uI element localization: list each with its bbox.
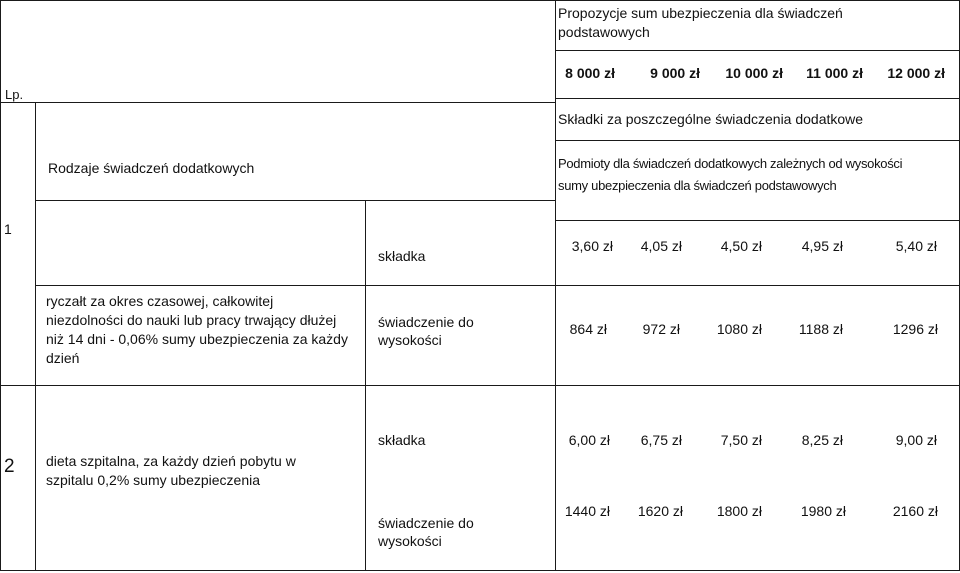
row2-benefit-8000: 1440 zł [564,503,610,519]
row-divider-row1-end [0,385,960,386]
row1-premium-label: składka [378,248,426,264]
row2-number: 2 [4,456,15,477]
row2-premium-8000: 6,00 zł [568,432,610,448]
table-top-border [0,0,960,1]
proposals-title-line2: podstawowych [558,24,650,40]
row-divider-header-sums [555,50,960,51]
col-divider-description [365,200,366,570]
sum-8000: 8 000 zł [565,65,615,81]
row1-premium-11000: 4,95 zł [801,238,843,254]
row-divider-row1-premium [35,285,960,286]
sum-11000: 11 000 zł [806,65,863,81]
row1-benefit-11000: 1188 zł [798,321,843,337]
row-divider-subjects [555,220,960,221]
row2-benefit-9000: 1620 zł [637,503,683,519]
row2-premium-label: składka [378,432,426,448]
row1-premium-10000: 4,50 zł [720,238,762,254]
row-divider-types [35,200,555,201]
sum-10000: 10 000 zł [725,65,783,81]
row2-premium-10000: 7,50 zł [720,432,762,448]
lp-header: Lp. [5,87,24,102]
col-divider-lp [35,102,36,570]
subjects-title-line1: Podmioty dla świadczeń dodatkowych zależnych od wysokości [558,156,903,171]
subjects-title-line2: sumy ubezpieczenia dla świadczeń podstawowych [558,178,837,193]
row2-benefit-12000: 2160 zł [892,503,938,519]
row1-premium-8000: 3,60 zł [571,238,613,254]
row2-benefit-10000: 1800 zł [716,503,762,519]
table-bottom-border [0,570,960,571]
row-divider-lp [0,102,555,103]
row1-number: 1 [4,221,12,237]
row1-benefit-9000: 972 zł [642,321,680,337]
row-divider-sums-premiums [555,98,960,99]
row1-premium-9000: 4,05 zł [640,238,682,254]
row2-description: dieta szpitalna, za każdy dzień pobytu w szpitalu 0,2% sumy ubezpieczenia [46,453,296,488]
row1-premium-12000: 5,40 zł [895,238,937,254]
row2-premium-12000: 9,00 zł [895,432,937,448]
col-divider-values [555,0,556,570]
row2-benefit-label: świadczenie do wysokości [378,515,474,549]
row2-premium-9000: 6,75 zł [640,432,682,448]
sum-9000: 9 000 zł [650,65,700,81]
row1-description: ryczałt za okres czasowej, całkowitej niezdolności do nauki lub pracy trwający dłużej niż 14 dni - 0,06% sumy ubezpieczenia za każdy dzień [46,293,348,366]
sum-12000: 12 000 zł [887,65,945,81]
premiums-title: Składki za poszczególne świadczenia dodatkowe [558,111,864,127]
row2-benefit-11000: 1980 zł [800,503,846,519]
row1-benefit-label: świadczenie do wysokości [378,314,474,348]
row1-benefit-8000: 864 zł [569,321,607,337]
row2-premium-11000: 8,25 zł [801,432,843,448]
proposals-title-line1: Propozycje sum ubezpieczenia dla świadczeń [558,5,843,21]
row1-benefit-12000: 1296 zł [892,321,938,337]
row1-benefit-10000: 1080 zł [716,321,762,337]
table-left-border [0,0,1,571]
row-divider-premiums-subjects [555,140,960,141]
types-title: Rodzaje świadczeń dodatkowych [48,160,255,176]
